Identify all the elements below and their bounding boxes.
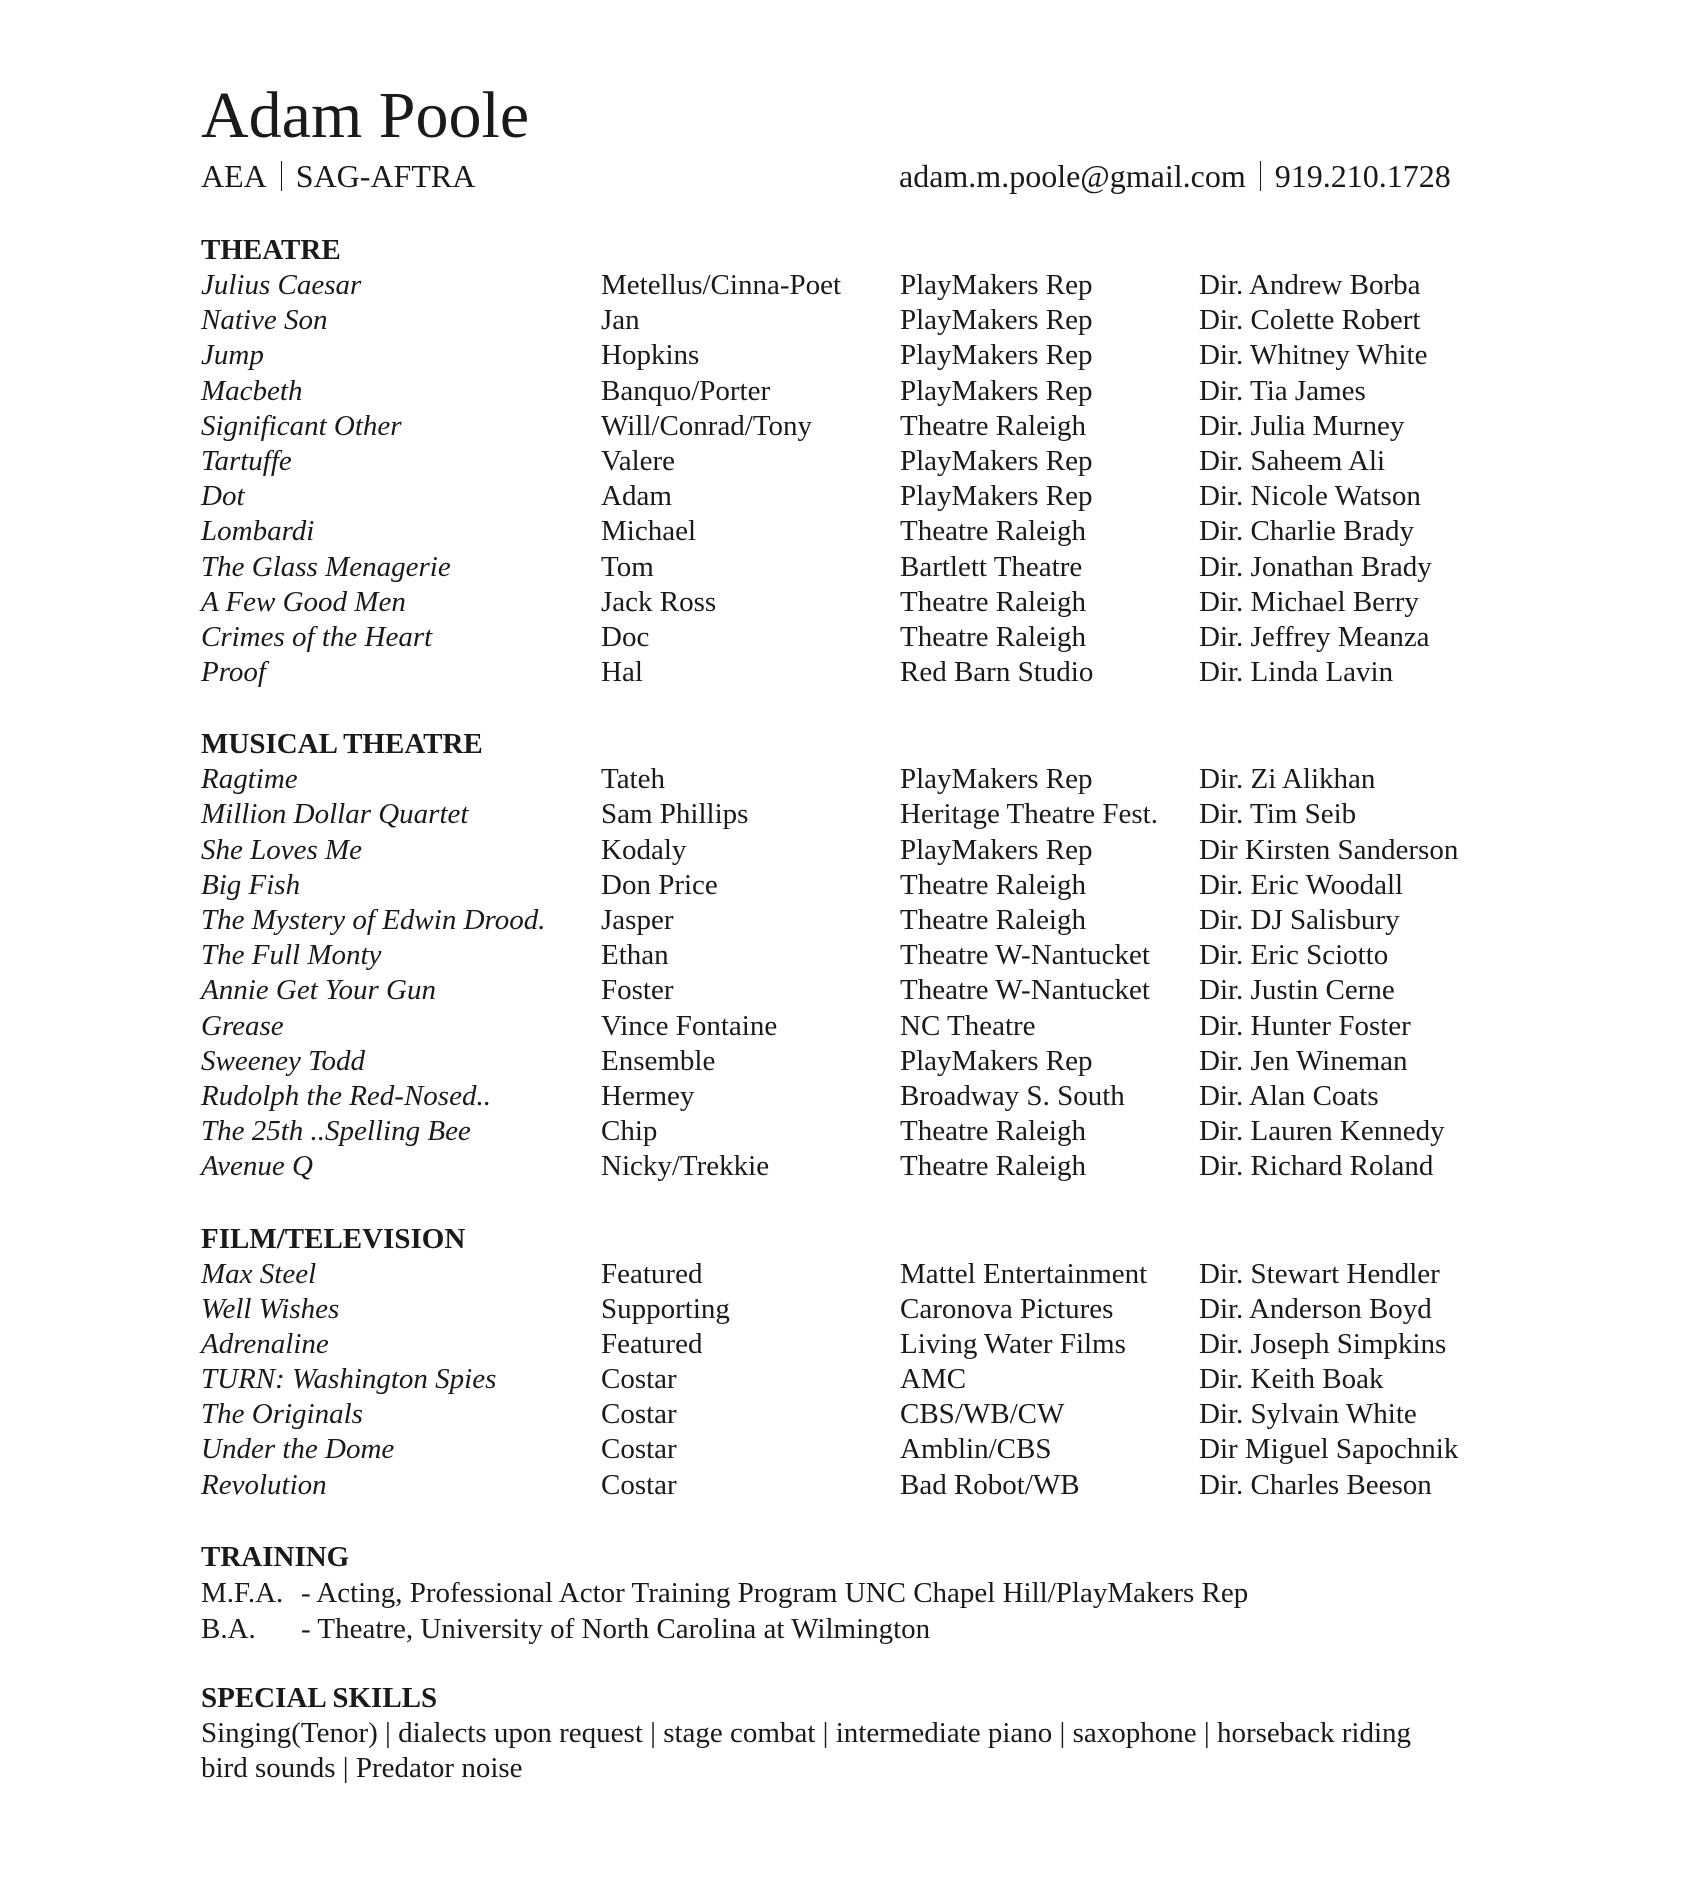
credit-director: Dir. Andrew Borba	[1199, 269, 1421, 301]
credit-row	[201, 303, 1521, 338]
theatre-credits	[201, 268, 1521, 690]
credit-row	[201, 550, 1521, 585]
credit-director: Dir. Justin Cerne	[1199, 974, 1395, 1007]
credit-role: Hopkins	[601, 339, 700, 372]
credit-director: Dir. Anderson Boyd	[1199, 1292, 1432, 1325]
credit-row	[201, 268, 1521, 303]
credit-venue: PlayMakers Rep	[900, 339, 1093, 372]
credit-venue: PlayMakers Rep	[900, 763, 1093, 796]
union-aea: AEA	[201, 158, 267, 194]
credit-director: Dir Miguel Sapochnik	[1199, 1433, 1459, 1466]
credit-venue: PlayMakers Rep	[900, 444, 1093, 477]
musical-theatre-section	[201, 726, 1521, 1184]
credit-director: Dir. Eric Sciotto	[1199, 939, 1389, 972]
credit-director: Dir. Zi Alikhan	[1199, 763, 1376, 796]
credit-row	[201, 1149, 1521, 1184]
credit-role: Valere	[601, 444, 676, 477]
credit-venue: Caronova Pictures	[900, 1292, 1114, 1325]
credit-director: Dir. Richard Roland	[1199, 1150, 1434, 1183]
credit-title: Lombardi	[201, 515, 315, 548]
credit-row	[201, 585, 1521, 620]
credit-role: Costar	[601, 1398, 677, 1431]
credit-director: Dir. Alan Coats	[1199, 1079, 1379, 1112]
credit-title: Dot	[201, 480, 245, 513]
credit-title: Macbeth	[201, 374, 303, 407]
credit-role: Vince Fontaine	[601, 1009, 778, 1042]
credit-title: Proof	[201, 656, 266, 689]
credit-role: Jack Ross	[601, 585, 717, 618]
credit-director: Dir. Whitney White	[1199, 339, 1428, 372]
credit-title: Big Fish	[201, 868, 301, 901]
credit-role: Will/Conrad/Tony	[601, 409, 813, 442]
section-title: MUSICAL THEATRE	[201, 728, 483, 761]
credit-venue: Theatre W-Nantucket	[900, 974, 1150, 1007]
credit-venue: Theatre Raleigh	[900, 620, 1086, 653]
credit-role: Hermey	[601, 1079, 695, 1112]
credit-venue: Theatre W-Nantucket	[900, 939, 1150, 972]
credit-role: Don Price	[601, 868, 718, 901]
credit-director: Dir. Nicole Watson	[1199, 480, 1421, 513]
credit-title: The Mystery of Edwin Drood.	[201, 904, 546, 936]
credit-title: Jump	[201, 339, 264, 372]
credit-role: Foster	[601, 974, 674, 1007]
training-row	[201, 1611, 1521, 1647]
credit-director: Dir. Jonathan Brady	[1199, 550, 1432, 583]
credit-role: Tom	[601, 550, 654, 583]
unions	[201, 156, 475, 196]
credit-role: Jasper	[601, 904, 674, 936]
credit-title: Under the Dome	[201, 1433, 395, 1466]
credit-title: The Originals	[201, 1398, 363, 1431]
credit-director: Dir. Tim Seib	[1199, 798, 1357, 831]
credit-row	[201, 1044, 1521, 1079]
credit-title: Well Wishes	[201, 1292, 340, 1325]
credit-venue: CBS/WB/CW	[900, 1398, 1065, 1431]
credit-title: Million Dollar Quartet	[201, 798, 469, 831]
credit-role: Banquo/Porter	[601, 374, 771, 407]
credit-venue: PlayMakers Rep	[900, 269, 1093, 301]
union-sag-aftra: SAG-AFTRA	[295, 158, 476, 194]
credit-director: Dir. Charles Beeson	[1199, 1468, 1432, 1501]
credit-row	[201, 514, 1521, 549]
skills-list	[201, 1716, 1521, 1787]
credit-venue: Theatre Raleigh	[900, 409, 1086, 442]
credit-row	[201, 1079, 1521, 1114]
credit-role: Metellus/Cinna-Poet	[601, 269, 842, 301]
training-row	[201, 1575, 1521, 1611]
credit-director: Dir. Jeffrey Meanza	[1199, 620, 1430, 653]
training-description: - Acting, Professional Actor Training Program UNC Chapel Hill/PlayMakers Rep	[301, 1576, 1249, 1609]
credit-director: Dir. Stewart Hendler	[1199, 1257, 1440, 1290]
credit-row	[201, 338, 1521, 373]
section-title: TRAINING	[201, 1540, 350, 1573]
training-description: - Theatre, University of North Carolina at Wilmington	[301, 1612, 931, 1645]
credit-venue: Theatre Raleigh	[900, 868, 1086, 901]
credit-venue: PlayMakers Rep	[900, 374, 1093, 407]
phone: 919.210.1728	[1274, 158, 1451, 194]
credit-venue: Bad Robot/WB	[900, 1468, 1080, 1501]
credit-row	[201, 1257, 1521, 1292]
credit-director: Dir. Hunter Foster	[1199, 1009, 1411, 1042]
credit-venue: Heritage Theatre Fest.	[900, 798, 1158, 831]
separator	[281, 161, 282, 191]
credit-venue: Bartlett Theatre	[900, 550, 1083, 583]
credit-title: TURN: Washington Spies	[201, 1363, 497, 1396]
training-degree: B.A.	[201, 1612, 256, 1645]
credit-director: Dir. Michael Berry	[1199, 585, 1419, 618]
credit-role: Supporting	[601, 1292, 730, 1325]
credit-venue: Red Barn Studio	[900, 656, 1094, 689]
credit-venue: AMC	[900, 1363, 967, 1396]
section-title: FILM/TELEVISION	[201, 1222, 466, 1255]
credit-role: Sam Phillips	[601, 798, 749, 831]
credit-venue: Theatre Raleigh	[900, 1115, 1086, 1148]
credit-director: Dir. Linda Lavin	[1199, 656, 1394, 689]
film-tv-credits	[201, 1257, 1521, 1503]
credit-director: Dir. Julia Murney	[1199, 409, 1405, 442]
training-degree: M.F.A.	[201, 1576, 284, 1609]
credit-director: Dir. Joseph Simpkins	[1199, 1327, 1447, 1360]
contact-row	[201, 156, 1521, 196]
separator	[1260, 161, 1261, 191]
section-title: THEATRE	[201, 234, 341, 266]
credit-role: Costar	[601, 1433, 677, 1466]
credit-role: Costar	[601, 1468, 677, 1501]
credit-row	[201, 620, 1521, 655]
credit-venue: Amblin/CBS	[900, 1433, 1052, 1466]
credit-row	[201, 868, 1521, 903]
credit-title: Significant Other	[201, 409, 402, 442]
credit-title: The Glass Menagerie	[201, 550, 451, 583]
credit-role: Hal	[601, 656, 643, 689]
credit-row	[201, 833, 1521, 868]
credit-role: Jan	[601, 304, 640, 337]
contact-info	[899, 156, 1451, 196]
credit-director: Dir. Lauren Kennedy	[1199, 1115, 1445, 1148]
credit-venue: Theatre Raleigh	[900, 515, 1086, 548]
credit-title: Julius Caesar	[201, 269, 362, 301]
credit-row	[201, 903, 1521, 938]
credit-title: She Loves Me	[201, 833, 363, 866]
credit-row	[201, 374, 1521, 409]
resume-page	[201, 78, 1521, 1787]
credit-title: Native Son	[201, 304, 328, 337]
credit-director: Dir. Charlie Brady	[1199, 515, 1415, 548]
credit-role: Tateh	[601, 763, 665, 796]
credit-row	[201, 762, 1521, 797]
credit-venue: NC Theatre	[900, 1009, 1036, 1042]
credit-title: Annie Get Your Gun	[201, 974, 436, 1007]
credit-director: Dir. DJ Salisbury	[1199, 904, 1400, 936]
credit-row	[201, 1397, 1521, 1432]
credit-title: Sweeney Todd	[201, 1044, 366, 1077]
credit-venue: PlayMakers Rep	[900, 1044, 1093, 1077]
credit-venue: Theatre Raleigh	[900, 585, 1086, 618]
credit-director: Dir. Saheem Ali	[1199, 444, 1386, 477]
actor-name: Adam Poole	[201, 79, 530, 152]
credit-role: Adam	[601, 480, 672, 513]
credit-row	[201, 1327, 1521, 1362]
credit-title: Revolution	[201, 1468, 327, 1501]
credit-title: Rudolph the Red-Nosed..	[201, 1079, 491, 1112]
credit-role: Featured	[601, 1257, 703, 1290]
credit-director: Dir. Sylvain White	[1199, 1398, 1417, 1431]
credit-title: A Few Good Men	[201, 585, 406, 618]
credit-director: Dir Kirsten Sanderson	[1199, 833, 1459, 866]
credit-role: Featured	[601, 1327, 703, 1360]
credit-venue: Broadway S. South	[900, 1079, 1125, 1112]
skills-line: Singing(Tenor) | dialects upon request | stage combat | intermediate piano | saxophone | horseback riding	[201, 1716, 1412, 1749]
credit-title: Max Steel	[201, 1257, 317, 1290]
credit-director: Dir. Keith Boak	[1199, 1363, 1384, 1396]
credit-row	[201, 479, 1521, 514]
credit-role: Ensemble	[601, 1044, 716, 1077]
section-title: SPECIAL SKILLS	[201, 1681, 438, 1714]
musical-theatre-credits	[201, 762, 1521, 1184]
credit-row	[201, 1009, 1521, 1044]
training-section	[201, 1539, 1521, 1647]
credit-director: Dir. Eric Woodall	[1199, 868, 1404, 901]
film-tv-section	[201, 1221, 1521, 1503]
credit-row	[201, 797, 1521, 832]
credit-row	[201, 1292, 1521, 1327]
credit-venue: Living Water Films	[900, 1327, 1126, 1360]
email[interactable]: adam.m.poole@gmail.com	[899, 158, 1246, 194]
credit-title: Tartuffe	[201, 444, 292, 477]
credit-title: Grease	[201, 1009, 284, 1042]
credit-title: Ragtime	[201, 763, 298, 796]
credit-role: Doc	[601, 620, 650, 653]
credit-row	[201, 1362, 1521, 1397]
credit-row	[201, 444, 1521, 479]
credit-venue: Theatre Raleigh	[900, 1150, 1086, 1183]
credit-title: The 25th ..Spelling Bee	[201, 1115, 471, 1148]
theatre-section	[201, 232, 1521, 690]
credit-role: Michael	[601, 515, 697, 548]
credit-role: Kodaly	[601, 833, 687, 866]
credit-role: Nicky/Trekkie	[601, 1150, 770, 1183]
credit-venue: PlayMakers Rep	[900, 833, 1093, 866]
credit-row	[201, 1114, 1521, 1149]
credit-venue: Theatre Raleigh	[900, 904, 1086, 936]
skills-line: bird sounds | Predator noise	[201, 1752, 523, 1785]
credit-title: The Full Monty	[201, 939, 382, 972]
credit-venue: PlayMakers Rep	[900, 304, 1093, 337]
credit-venue: Mattel Entertainment	[900, 1257, 1148, 1290]
credit-director: Dir. Colette Robert	[1199, 304, 1421, 337]
credit-title: Avenue Q	[201, 1150, 313, 1183]
credit-venue: PlayMakers Rep	[900, 480, 1093, 513]
credit-row	[201, 1468, 1521, 1503]
credit-role: Costar	[601, 1363, 677, 1396]
credit-role: Ethan	[601, 939, 669, 972]
credit-director: Dir. Tia James	[1199, 374, 1366, 407]
credit-title: Crimes of the Heart	[201, 620, 433, 653]
credit-director: Dir. Jen Wineman	[1199, 1044, 1408, 1077]
credit-row	[201, 655, 1521, 690]
credit-row	[201, 973, 1521, 1008]
special-skills-section	[201, 1680, 1521, 1787]
credit-row	[201, 1432, 1521, 1467]
credit-title: Adrenaline	[201, 1327, 329, 1360]
credit-row	[201, 938, 1521, 973]
credit-row	[201, 409, 1521, 444]
credit-role: Chip	[601, 1115, 658, 1148]
